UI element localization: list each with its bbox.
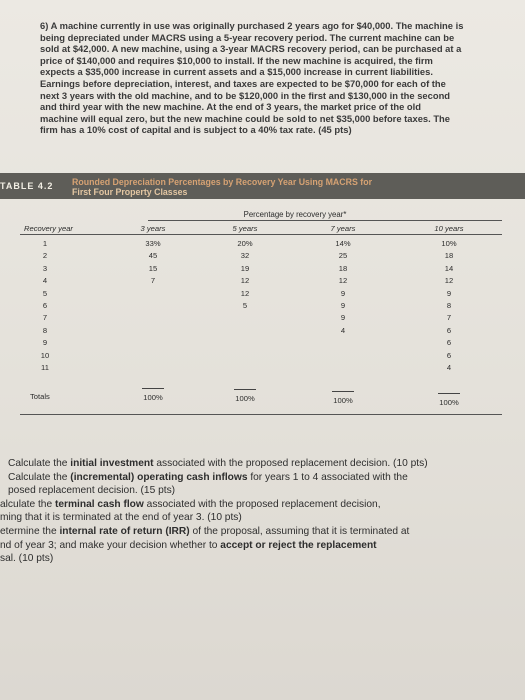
percentage-cell: 15 xyxy=(148,263,158,273)
header-rule xyxy=(20,234,502,235)
percentage-cell: 12 xyxy=(444,276,454,286)
problem-line: 6) A machine currently in use was originally purchased 2 years ago for $40,000. The machine is xyxy=(40,20,464,31)
question-line xyxy=(8,484,175,497)
recovery-year-cell: 1 xyxy=(42,239,48,248)
problem-line: being depreciated under MACRS using a 5-year recovery period. The current machine can be xyxy=(40,31,455,43)
problem-line: price of $140,000 and requires $10,000 to install. If the new machine is acquired, the firm xyxy=(40,54,433,66)
percentage-cell: 6 xyxy=(446,325,452,335)
question-line xyxy=(0,539,377,552)
question-keyword: terminal cash flow xyxy=(54,498,144,510)
recovery-year-cell: 8 xyxy=(42,325,48,335)
percentage-cell: 4 xyxy=(446,363,452,372)
problem-line: and third year with the new machine. At the end of 3 years, the market price of the old xyxy=(40,101,421,113)
question-text: alculate the xyxy=(0,498,55,510)
question-text: associated with the proposed replacement decision. (10 pts) xyxy=(153,458,428,469)
problem-statement xyxy=(40,20,480,136)
col-recovery-year: Recovery year xyxy=(24,224,73,233)
percentage-cell: 18 xyxy=(444,251,454,261)
percentage-cell: 7 xyxy=(150,276,156,286)
col-header: 10 years xyxy=(434,224,464,233)
problem-line: firm has a 10% cost of capital and is subject to a 40% tax rate. (45 pts) xyxy=(40,124,352,136)
col-header: 5 years xyxy=(232,224,258,233)
question-text: associated with the proposed replacement decision, xyxy=(143,498,381,510)
totals-label: Totals xyxy=(30,392,50,401)
recovery-year-cell: 2 xyxy=(42,251,48,261)
question-text: Calculate the xyxy=(8,458,71,469)
sum-rule xyxy=(332,391,354,392)
percentage-cell: 9 xyxy=(340,288,346,298)
table-title-line-2: First Four Property Classes xyxy=(72,187,188,197)
percentage-cell: 20% xyxy=(237,239,253,248)
percentage-cell: 12 xyxy=(240,276,250,286)
total-cell: 100% xyxy=(439,398,459,407)
question-text: sal. (10 pts) xyxy=(0,553,54,565)
sum-rule xyxy=(234,389,256,390)
percentage-cell: 45 xyxy=(148,251,158,261)
question-text: posed replacement decision. (15 pts) xyxy=(8,485,176,497)
total-cell: 100% xyxy=(235,394,255,403)
percentage-cell: 8 xyxy=(446,301,452,310)
question-keyword: internal rate of return (IRR) xyxy=(59,526,190,537)
question-text: ming that it is terminated at the end of year 3. (10 pts) xyxy=(0,512,242,524)
question-line xyxy=(0,511,242,524)
table-title-line-1: Rounded Depreciation Percentages by Recovery Year Using MACRS for xyxy=(72,177,372,187)
percentage-cell: 4 xyxy=(340,325,346,335)
recovery-year-cell: 11 xyxy=(41,363,49,372)
percentage-cell: 14 xyxy=(444,263,454,273)
percentage-cell: 33% xyxy=(145,239,161,248)
recovery-year-cell: 6 xyxy=(42,301,48,310)
problem-line: next 3 years with the old machine, and to be $120,000 in the first and $130,000 in the second xyxy=(40,89,451,101)
percentage-cell: 10% xyxy=(441,239,457,248)
recovery-year-cell: 7 xyxy=(42,313,48,323)
question-text: for years 1 to 4 associated with the xyxy=(247,471,408,483)
problem-line: expects a $35,000 increase in current assets and a $15,000 increase in current liabilities. xyxy=(40,66,433,78)
question-keyword: (incremental) operating cash inflows xyxy=(70,471,248,483)
col-header: 7 years xyxy=(330,224,356,233)
percentage-cell: 18 xyxy=(338,263,348,273)
recovery-year-cell: 5 xyxy=(42,288,48,298)
macrs-table xyxy=(0,170,525,440)
recovery-year-cell: 9 xyxy=(42,338,48,348)
question-keyword: accept or reject the replacement xyxy=(220,539,377,551)
recovery-year-cell: 10 xyxy=(40,350,50,360)
percentage-cell: 12 xyxy=(240,288,250,298)
percentage-cell: 6 xyxy=(446,350,452,360)
recovery-year-cell: 4 xyxy=(42,276,48,286)
percentage-cell: 32 xyxy=(240,251,250,261)
sum-rule xyxy=(438,393,460,394)
total-cell: 100% xyxy=(333,396,353,405)
percentage-cell: 25 xyxy=(338,251,348,261)
total-cell: 100% xyxy=(143,393,163,402)
percentage-cell: 6 xyxy=(446,338,452,348)
problem-line: machine will equal zero, but the new machine could be sold to net $35,000 before taxes. The xyxy=(40,112,451,124)
bottom-rule xyxy=(20,414,502,415)
sum-rule xyxy=(142,388,164,389)
recovery-year-cell: 3 xyxy=(42,263,48,273)
group-rule xyxy=(148,220,502,221)
question-text: nd of year 3; and make your decision whether to xyxy=(0,539,221,551)
question-line xyxy=(8,471,408,484)
group-header: Percentage by recovery year* xyxy=(243,210,347,219)
col-header: 3 years xyxy=(140,224,166,233)
question-line xyxy=(0,498,381,511)
table-title xyxy=(72,177,472,197)
percentage-cell: 9 xyxy=(340,313,346,323)
percentage-cell: 7 xyxy=(446,313,452,323)
table-tag: TABLE 4.2 xyxy=(0,181,54,191)
table-header-bar xyxy=(0,173,525,199)
question-text: of the proposal, assuming that it is terminated at xyxy=(189,526,410,537)
question-keyword: initial investment xyxy=(70,458,154,469)
percentage-cell: 12 xyxy=(338,276,348,286)
problem-line: sold at $42,000. A new machine, using a 3-year MACRS recovery period, can be purchased at a xyxy=(40,43,462,55)
question-line xyxy=(0,552,53,565)
question-line xyxy=(8,457,428,470)
problem-line: Earnings before depreciation, interest, and taxes are expected to be $70,000 for each of the xyxy=(40,77,446,89)
percentage-cell: 9 xyxy=(340,301,346,310)
percentage-cell: 5 xyxy=(242,301,248,310)
question-line xyxy=(0,525,409,538)
question-text: etermine the xyxy=(0,526,60,537)
percentage-cell: 9 xyxy=(446,288,452,298)
percentage-cell: 19 xyxy=(240,263,250,273)
percentage-cell: 14% xyxy=(335,239,351,248)
question-text: Calculate the xyxy=(8,471,71,483)
